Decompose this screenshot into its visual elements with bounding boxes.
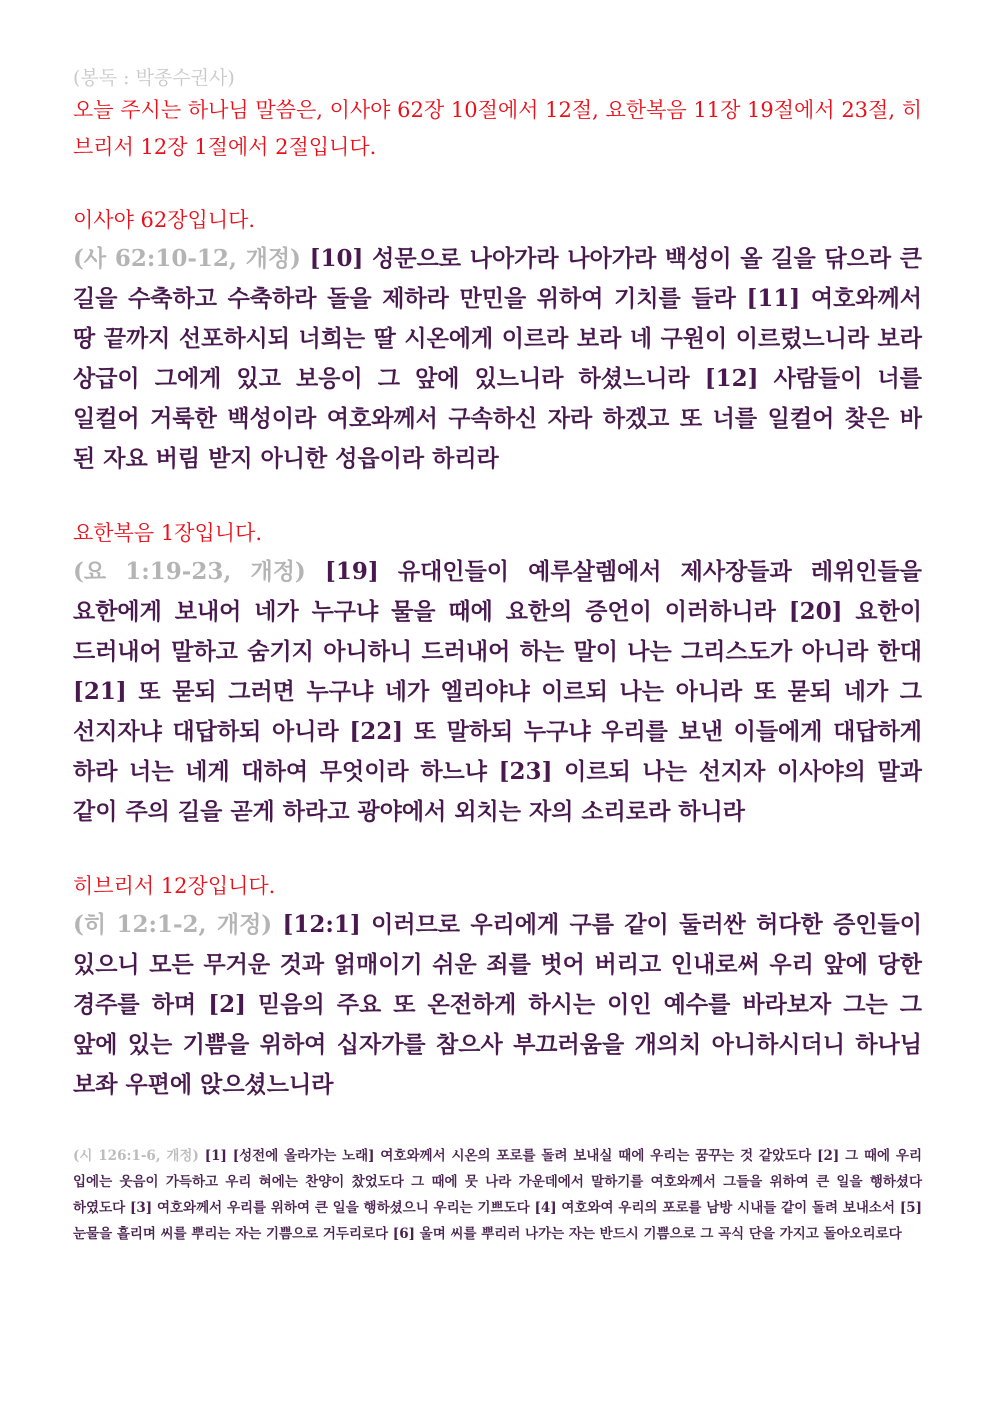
reading-passage xyxy=(73,905,922,1105)
reading-hebrews xyxy=(73,869,922,1105)
document-page xyxy=(73,64,922,1261)
reading-john xyxy=(73,516,922,832)
reading-passage xyxy=(73,552,922,832)
reading-text: [10] 성문으로 나아가라 나아가라 백성이 올 길을 닦으라 큰 길을 수축하고 수축하라 돌을 제하라 만민을 위하여 기치를 들라 [11] 여호와께서 땅 끝까지 선포하시되 너희는 딸 시온에게 이르라 보라 네 구원이 이르렀느니라 보라 상급이 그에게 있고 보응이 그 앞에 있느니라 하셨느니라 [12] 사람들이 너를 일컬어 거룩한 백성이라 여호와께서 구속하신 자라 하겠고 또 너를 일컬어 찾은 바 된 자요 버림 받지 아니한 성읍이라 하리라 xyxy=(73,245,923,472)
intro-text: 오늘 주시는 하나님 말씀은, 이사야 62장 10절에서 12절, 요한복음 11장 19절에서 23절, 히브리서 12장 1절에서 2절입니다. xyxy=(73,98,922,159)
reading-title: 히브리서 12장입니다. xyxy=(73,874,276,898)
reading-reference: (요 1:19-23, 개정) xyxy=(73,558,306,585)
reading-isaiah xyxy=(73,203,922,479)
reading-text: [19] 유대인들이 예루살렘에서 제사장들과 레위인들을 요한에게 보내어 네가 누구냐 물을 때에 요한의 증언이 이러하니라 [20] 요한이 드러내어 말하고 숨기지 아니하니 드러내어 하는 말이 나는 그리스도가 아니라 한대 [21] 또 묻되 그러면 누구냐 네가 엘리야냐 이르되 나는 아니라 또 묻되 네가 그 선지자냐 대답하되 아니라 [22] 또 말하되 누구냐 우리를 보낸 이들에게 대답하게 하라 너는 네게 대하여 무엇이라 하느냐 [23] 이르되 나는 선지자 이사야의 말과 같이 주의 길을 곧게 하라고 광야에서 외치는 자의 소리로라 하니라 xyxy=(73,558,922,825)
reading-text: [12:1] 이러므로 우리에게 구름 같이 둘러싼 허다한 증인들이 있으니 모든 무거운 것과 얽매이기 쉬운 죄를 벗어 버리고 인내로써 우리 앞에 당한 경주를 하며 [2] 믿음의 주요 또 온전하게 하시는 이인 예수를 바라보자 그는 그 앞에 있는 기쁨을 위하여 십자가를 참으사 부끄러움을 개의치 아니하시더니 하나님 보좌 우편에 앉으셨느니라 xyxy=(73,911,922,1098)
reader-credit: (봉독 : 박종수권사) xyxy=(73,67,235,89)
reading-reference: (사 62:10-12, 개정) xyxy=(73,245,301,272)
reading-title: 이사야 62장입니다. xyxy=(73,208,256,232)
psalm-passage xyxy=(73,1143,922,1247)
reading-title: 요한복음 1장입니다. xyxy=(73,521,262,545)
reading-passage xyxy=(73,239,922,479)
reading-reference: (히 12:1-2, 개정) xyxy=(73,911,273,938)
psalm-reference: (시 126:1-6, 개정) xyxy=(73,1148,199,1164)
psalm-text: [1] [성전에 올라가는 노래] 여호와께서 시온의 포로를 돌려 보내실 때에 우리는 꿈꾸는 것 같았도다 [2] 그 때에 우리 입에는 웃음이 가득하고 우리 혀에는 찬양이 찼었도다 그 때에 뭇 나라 가운데에서 말하기를 여호와께서 그들을 위하여 큰 일을 행하셨다 하였도다 [3] 여호와께서 우리를 위하여 큰 일을 행하셨으니 우리는 기쁘도다 [4] 여호와여 우리의 포로를 남방 시내들 같이 돌려 보내소서 [5] 눈물을 흘리며 씨를 뿌리는 자는 기쁨으로 거두리로다 [6] 울며 씨를 뿌리러 나가는 자는 반드시 기쁨으로 그 곡식 단을 가지고 돌아오리로다 xyxy=(73,1148,922,1242)
